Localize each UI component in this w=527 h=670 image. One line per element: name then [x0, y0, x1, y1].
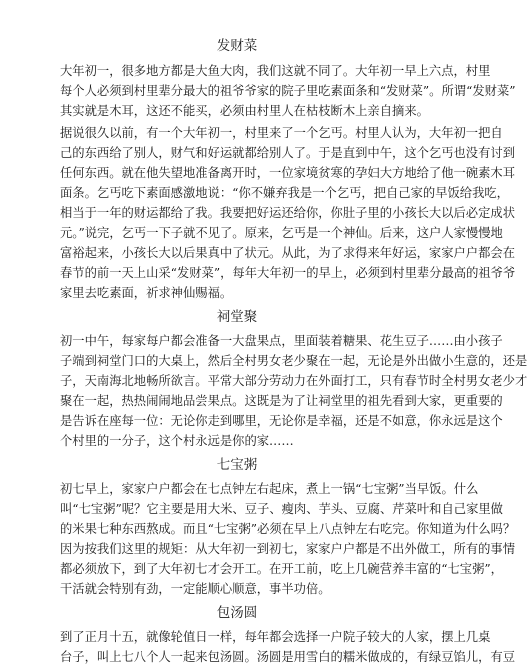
paragraph-line: 大年初一，很多地方都是大鱼大肉，我们这就不同了。大年初一早上六点，村里	[60, 64, 491, 78]
paragraph-line: 面条。乞丐吃下素面感激地说：“你不嫌弃我是一个乞丐，把自己家的早饭给我吃，	[60, 186, 509, 200]
paragraph-line: 元。”说完，乞丐一下子就不见了。原来，乞丐是一个神仙。后来，这户人家慢慢地	[60, 226, 503, 240]
paragraph-line: 子端到祠堂门口的大桌上，然后全村男女老少聚在一起，无论是外出做小生意的，还是	[60, 354, 527, 368]
paragraph-line: 个村里的一分子，这个村永远是你的家……	[60, 434, 294, 448]
paragraph-line: 干活就会特别有劲，一定能顺心顺意，事半功倍。	[60, 582, 331, 596]
paragraph-line: 的米果七种东西熬成。而且“七宝粥”必须在早上八点钟左右吃完。你知道为什么吗？	[60, 522, 516, 536]
section-heading: 包汤圆	[216, 605, 258, 621]
paragraph-line: 子，天南海北地畅所欲言。平常大部分劳动力在外面打工，只有春节时全村男女老少才	[60, 374, 527, 388]
paragraph-line: 聚在一起，热热闹闹地品尝果点。这既是为了让祠堂里的祖先看到大家，更重要的	[60, 394, 503, 408]
section-heading: 祠堂聚	[216, 309, 258, 325]
paragraph-line: 台子，叫上七八个人一起来包汤圆。汤圆是用雪白的糯米做成的，有绿豆馅儿，有豆	[60, 650, 515, 664]
paragraph-line: 其实就是木耳，这还不能买，必须由村里人在枯枝断木上亲自摘来。	[60, 104, 429, 118]
paragraph-line: 己的东西给了别人，财气和好运就都给别人了。于是直到中午，这个乞丐也没有讨到	[60, 146, 515, 160]
paragraph-line: 家里去吃素面，祈求神仙赐福。	[60, 286, 233, 300]
paragraph-line: 每个人必须到村里辈分最大的祖爷爷家的院子里吃素面条和“发财菜”。所谓“发财菜”	[60, 84, 516, 98]
paragraph-line: 据说很久以前，有一个大年初一，村里来了一个乞丐。村里人认为，大年初一把自	[60, 126, 503, 140]
paragraph-line: 初七早上，家家户户都会在七点钟左右起床，煮上一锅“七宝粥”当早饭。什么	[60, 482, 479, 496]
section-heading: 发财菜	[216, 38, 258, 54]
paragraph-line: 相当于一年的财运都给了我。我要把好运还给你，你肚子里的小孩长大以后必定成状	[60, 206, 515, 220]
section-heading: 七宝粥	[216, 457, 258, 473]
paragraph-line: 任何东西。就在他失望地准备离开时，一位家境贫寒的孕妇大方地给了他一碗素木耳	[60, 166, 515, 180]
paragraph-line: 到了正月十五，就像轮值日一样，每年都会选择一户院子较大的人家，摆上几桌	[60, 630, 491, 644]
paragraph-line: 初一中午，每家每户都会准备一大盘果点，里面装着糖果、花生豆子……由小孩子	[60, 334, 503, 348]
paragraph-line: 叫“七宝粥”呢？它主要是用大米、豆子、瘦肉、芋头、豆腐、芹菜叶和自己家里做	[60, 502, 503, 516]
paragraph-line: 富裕起来，小孩长大以后果真中了状元。从此，为了求得来年好运，家家户户都会在	[60, 246, 515, 260]
paragraph-line: 春节的前一天上山采“发财菜”，每年大年初一的早上，必须到村里辈分最高的祖爷爷	[60, 266, 516, 280]
paragraph-line: 因为按我们这里的规矩：从大年初一到初七，家家户户都是不出外做工，所有的事情	[60, 542, 515, 556]
paragraph-line: 是告诉在座每一位：无论你走到哪里，无论你是幸福，还是不如意，你永远是这个	[60, 414, 503, 428]
paragraph-line: 都必须放下，到了大年初七才会开工。在开工前，吃上几碗营养丰富的“七宝粥”，	[60, 562, 503, 576]
